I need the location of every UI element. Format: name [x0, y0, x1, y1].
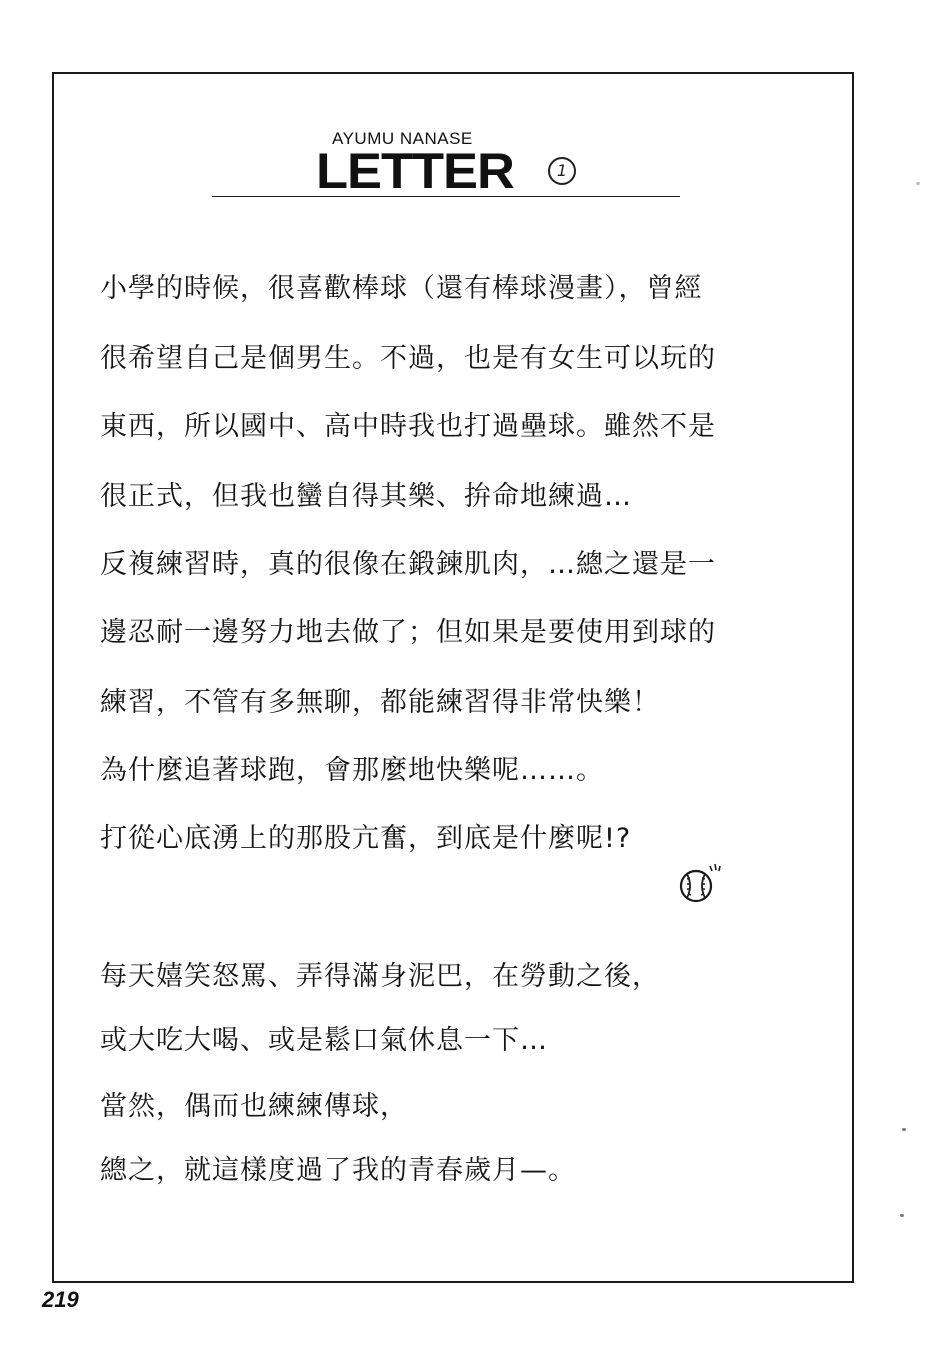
text-line: 當然，偶而也練練傳球， [100, 1091, 408, 1122]
title-underline [212, 196, 680, 197]
page-number: 219 [42, 1287, 79, 1312]
text-line: 打從心底湧上的那股亢奮，到底是什麼呢!? [100, 823, 632, 854]
text-line: 每天嬉笑怒罵、弄得滿身泥巴，在勞動之後， [100, 961, 660, 992]
text-line: 練習，不管有多無聊，都能練習得非常快樂！ [100, 687, 660, 718]
text-line: 邊忍耐一邊努力地去做了；但如果是要使用到球的 [100, 617, 716, 648]
text-line: 很正式，但我也蠻自得其樂、拚命地練過… [100, 481, 632, 512]
author-name: AYUMU NANASE [332, 129, 473, 148]
scan-speck [900, 1214, 904, 1217]
text-line: 小學的時候，很喜歡棒球（還有棒球漫畫），曾經 [100, 273, 703, 304]
page-title: LETTER [316, 143, 514, 199]
baseball-icon [676, 860, 724, 904]
scan-speck [902, 1128, 906, 1131]
text-line: 或大吃大喝、或是鬆口氣休息一下… [100, 1025, 548, 1056]
text-line: 總之，就這樣度過了我的青春歲月—。 [100, 1155, 576, 1186]
text-line: 為什麼追著球跑，會那麼地快樂呢……。 [100, 755, 604, 786]
text-line: 很希望自己是個男生。不過，也是有女生可以玩的 [100, 343, 716, 374]
text-line: 東西，所以國中、高中時我也打過壘球。雖然不是 [100, 411, 716, 442]
issue-number-badge: 1 [548, 157, 576, 185]
scan-speck [916, 182, 920, 185]
text-line: 反複練習時，真的很像在鍛鍊肌肉，…總之還是一 [100, 549, 716, 580]
